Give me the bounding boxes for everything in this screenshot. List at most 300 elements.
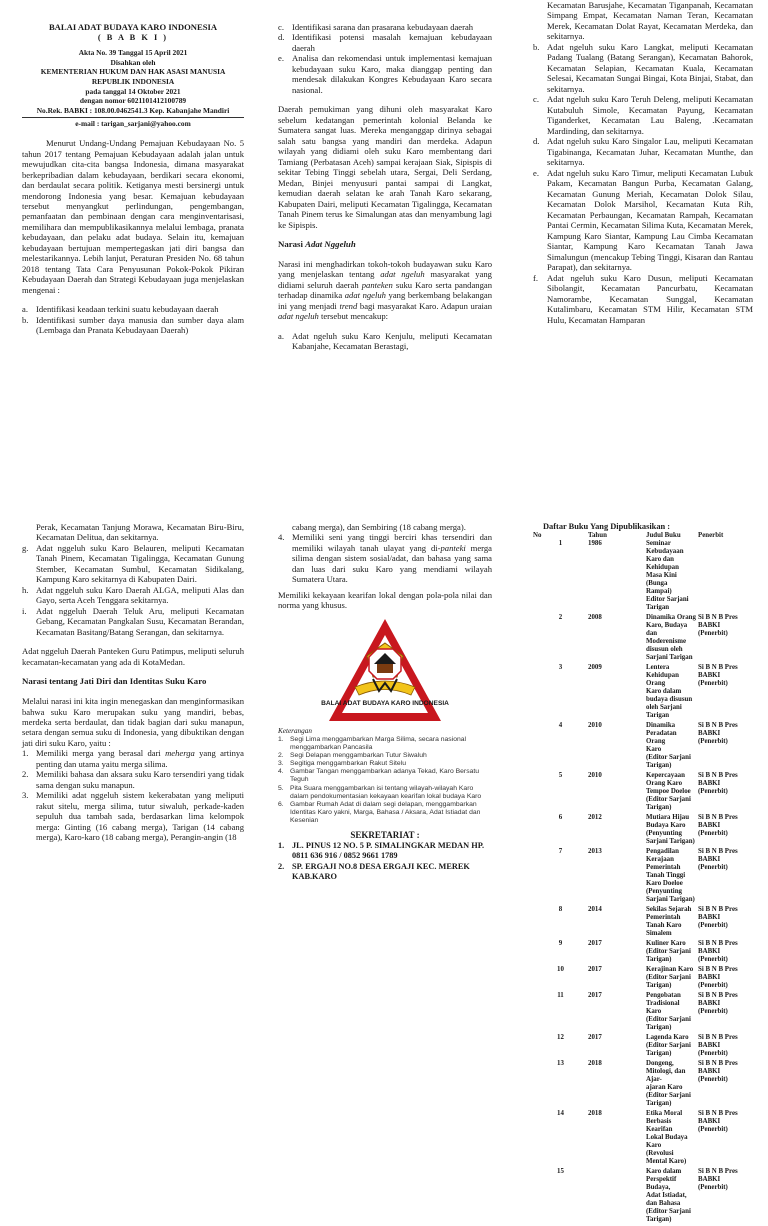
book-title (643, 1060, 698, 1110)
narasi-text: bagi masyarakat Karo. Adapun uraian (357, 300, 493, 311)
book-year: 2017 (588, 966, 602, 974)
book-publisher-line: BABKI (698, 672, 721, 680)
list-marker: 3. (22, 790, 29, 801)
list-text: Gambar Tangan menggambarkan adanya Tekad, Karo Bersatu Teguh (290, 768, 480, 784)
list-marker: 2. (22, 769, 29, 780)
book-publisher-line: Si B N B Pres (698, 940, 738, 948)
book-publisher-line: BABKI (698, 974, 721, 982)
book-title-line: Adat Istiadat, dan Bahasa (646, 1192, 687, 1208)
book-title-line: (Editor Sarjani Tarigan) (646, 1016, 691, 1032)
book-number: 15 (557, 1168, 564, 1176)
narasi-text: Narasi ini menghadirkan tokoh-tokoh budayawan suku Karo yang menjelaskan tentang (278, 258, 492, 280)
list-text: Segitiga menggambarkan Rakut Sitelu (290, 760, 406, 768)
list-item (22, 315, 244, 336)
table-row (533, 814, 753, 848)
list-item (278, 768, 492, 784)
book-publisher-line: BABKI (698, 622, 721, 630)
list-text: Segi Lima menggambarkan Marga Silima, secara nasional menggambarkan Pancasila (290, 735, 467, 751)
table-header-row (533, 532, 753, 540)
book-year: 2013 (588, 848, 602, 856)
book-year: 2018 (588, 1110, 602, 1118)
book-title-line: Mutiara Hijau Budaya Karo (646, 814, 690, 830)
list-item (533, 94, 753, 136)
babki-logo-emblem (321, 617, 449, 725)
adat-ngeluh-list (278, 331, 492, 352)
book-title (643, 664, 698, 722)
list-item (278, 801, 492, 825)
book-title-line: Dongeng, Mitologi, dan Ajar- (646, 1060, 686, 1084)
book-title (643, 992, 698, 1034)
list-text: Adat ngeluh suku Karo Langkat, meliputi Kecamatan Padang Tualang (Batang Serangan), Kecamatan Bahorok, Kecamatan Selapian, Kecamatan Kuala, Kecamatan Selesai, Kecamatan Sungai Bingai, Kota Binjai, Stabat, dan sekitarnya. (547, 41, 753, 94)
book-title-line: ajaran Karo (646, 1084, 683, 1092)
book-number: 13 (557, 1060, 564, 1068)
heading-prefix: Narasi (278, 239, 306, 250)
book-publisher-line: (Penerbit) (698, 1184, 728, 1192)
book-title-line: Tanah Tinggi Karo Doeloe (646, 872, 686, 888)
column-3 (533, 0, 753, 480)
table-row (533, 940, 753, 966)
list-marker: i. (22, 605, 27, 616)
country-line: REPUBLIK INDONESIA (91, 76, 175, 86)
book-year: 2017 (588, 1034, 602, 1042)
book-title-line: Rampai) (646, 588, 672, 596)
book-title (643, 614, 698, 664)
book-title (643, 1034, 698, 1060)
list-text: Memiliki bahasa dan aksara suku Karo tersendiri yang tidak sama dengan suku manapun. (36, 769, 244, 790)
book-title-line: Dinamika Orang Karo, Budaya (646, 614, 696, 630)
list-text: merga silima dengan sistem sosial/adat, dan bahasa yang sama dan luas dari suku Karo yang mendiami wilayah Sumatera Utara. (292, 542, 492, 585)
identifikasi-list-continued (278, 22, 492, 95)
org-abbr: ( B A B K I ) (97, 33, 169, 43)
jati-diri-list-continued (278, 532, 492, 584)
book-year: 2010 (588, 772, 602, 780)
book-year: 2009 (588, 664, 602, 672)
book-publisher-line: (Penerbit) (698, 738, 728, 746)
kearifan-paragraph: Memiliki kekayaan kearifan lokal dengan pola-pola nilai dan norma yang khusus. (278, 589, 492, 611)
book-publisher (698, 966, 753, 992)
book-publisher-line: Si B N B Pres (698, 1034, 738, 1042)
list-item (278, 736, 492, 752)
book-title-line: Lagenda Karo (646, 1034, 689, 1042)
list-item (278, 752, 492, 760)
table-row (533, 772, 753, 814)
book-number: 9 (558, 940, 563, 948)
book-publisher-line: Si B N B Pres (698, 966, 738, 974)
table-row (533, 906, 753, 940)
table-row (533, 664, 753, 722)
book-title-line: (Editor Sarjani Tarigan) (646, 1208, 691, 1224)
table-row (533, 992, 753, 1034)
narasi-paragraph (278, 259, 492, 322)
book-table (533, 532, 753, 1226)
table-row (533, 848, 753, 906)
list-marker: 2. (278, 751, 284, 759)
book-number: 8 (558, 906, 563, 914)
book-publisher-line: BABKI (698, 914, 721, 922)
book-title (643, 772, 698, 814)
book-publisher-line: BABKI (698, 730, 721, 738)
section-heading-jati-diri: Narasi tentang Jati Diri dan Identitas Suku Karo (22, 676, 207, 687)
narasi-emphasis: adat ngeluh (344, 290, 386, 301)
table-row (533, 966, 753, 992)
book-year: 2010 (588, 722, 602, 730)
book-publisher-line: (Penerbit) (698, 630, 728, 638)
column-header-no: No (533, 532, 542, 540)
book-publisher-line: (Penerbit) (698, 1050, 728, 1058)
book-number: 1 (558, 540, 563, 548)
book-publisher-line: (Penerbit) (698, 1076, 728, 1084)
column-header-judul: Judul Buku (646, 532, 681, 540)
book-publisher-line: Si B N B Pres (698, 848, 738, 856)
identifikasi-list (22, 304, 244, 335)
sekretariat-title: SEKRETARIAT : (350, 830, 420, 841)
book-number: 2 (558, 614, 563, 622)
list-marker: e. (533, 167, 539, 178)
book-number: 4 (558, 722, 563, 730)
book-title-line: Tanah Karo Simalem (646, 922, 682, 938)
narasi-text: suku Karo serta pandangan terhadap dinamika (278, 279, 492, 301)
book-title-line: Pengadilan Kerajaan Pemerintah (646, 848, 681, 872)
book-publisher-line: Si B N B Pres (698, 664, 738, 672)
book-publisher-line: BABKI (698, 856, 721, 864)
book-number: 12 (557, 1034, 564, 1042)
adat-ngeluh-list-continued (533, 42, 753, 325)
list-marker: 2. (278, 861, 285, 871)
book-title-line: Lokal Budaya Karo (646, 1134, 688, 1150)
org-header (22, 22, 244, 129)
table-row (533, 1060, 753, 1110)
list-emphasis: panteki (440, 542, 466, 553)
book-title-line: dan Moderenisme disusun oleh (646, 630, 687, 654)
book-year: 2008 (588, 614, 602, 622)
list-emphasis: meherga (165, 748, 195, 759)
book-title (643, 1168, 698, 1226)
book-year: 2018 (588, 1060, 602, 1068)
continued-text: cabang merga), dan Sembiring (18 cabang merga). (292, 522, 466, 532)
table-row (533, 540, 753, 614)
book-year: 2014 (588, 906, 602, 914)
book-publisher-line: Si B N B Pres (698, 906, 738, 914)
list-text: Adat nggeluh suku Karo Daerah ALGA, meliputi Alas dan Gayo, serta Aceh Tenggara sekitarnya. (36, 584, 244, 606)
list-item (533, 42, 753, 94)
book-publisher-line: (Penerbit) (698, 1008, 728, 1016)
akta-line: Akta No. 39 Tanggal 15 April 2021 (78, 48, 188, 58)
book-title-line: Karo dalam Perspektif Budaya, (646, 1168, 682, 1192)
book-list-title: Daftar Buku Yang Dipublikasikan : (543, 522, 671, 531)
list-item (22, 790, 244, 842)
sekretariat-list (278, 841, 492, 881)
list-marker: f. (533, 272, 539, 283)
list-marker: b. (22, 314, 29, 325)
list-marker: c. (533, 94, 539, 105)
list-item (22, 769, 244, 790)
book-publisher-line: Si B N B Pres (698, 1110, 738, 1118)
list-marker: d. (533, 136, 540, 147)
list-marker: d. (278, 32, 285, 43)
list-marker: 1. (278, 841, 285, 851)
book-publisher-line: Si B N B Pres (698, 614, 738, 622)
column-header-tahun: Tahun (588, 532, 607, 540)
book-title-line: Sarjani Tarigan (646, 654, 693, 662)
list-marker: b. (533, 41, 540, 52)
narasi-emphasis: adat ngeluh (278, 311, 319, 322)
book-title-line: (Editor Sarjani Tarigan) (646, 1042, 691, 1058)
panteken-paragraph: Adat nggeluh Daerah Panteken Guru Patimpus, meliputi seluruh kecamatan-kecamatan yang ada di KotaMedan. (22, 646, 244, 667)
list-item (533, 273, 753, 325)
list-item (278, 841, 492, 861)
book-publisher (698, 664, 753, 722)
list-text: Memiliki adat nggeluh sistem kekerabatan yang meliputi rakut sitelu, merga silima, tutur siwaluh, perkade-kaden sepuluh dua tambah sada, berdasarkan lima kelompok merga: Ginting (16 cabang merga), Tarigan (14 cabang merga), Karo-karo (18 cabang merga), Perangin-angin (18 (36, 790, 244, 843)
book-title-line: Etika Moral Berbasis Kearifan (646, 1110, 683, 1134)
book-title-line: (Editor Sarjani Tarigan) (646, 948, 691, 964)
book-year: 2017 (588, 940, 602, 948)
book-title-line: (Editor Sarjani Tarigan) (646, 974, 691, 990)
org-name: BALAI ADAT BUDAYA KARO INDONESIA (48, 22, 218, 32)
book-publisher (698, 848, 753, 906)
list-item (22, 748, 244, 769)
list-item (22, 543, 244, 585)
list-item (278, 862, 492, 882)
book-title (643, 722, 698, 772)
table-row (533, 1110, 753, 1168)
table-row (533, 722, 753, 772)
table-row (533, 1168, 753, 1226)
list-text: Memiliki merga yang berasal dari (36, 748, 166, 759)
book-title (643, 906, 698, 940)
heading-emphasis: Adat Nggeluh (305, 239, 356, 250)
list-text: Identifikasi sumber daya manusia dan sumber daya alam (Lembaga dan Pranata Kebudayaan Daerah) (36, 314, 244, 336)
book-title (643, 1110, 698, 1168)
book-title-line: (Revolusi Mental Karo) (646, 1150, 687, 1166)
book-title-line: Seminar Kebudayaan Karo dan (646, 540, 684, 564)
list-text: Adat nggeluh Daerah Teluk Aru, meliputi Kecamatan Gebang, Kecamatan Pangkalan Susu, Kecamatan Berandan, Kecamatan Basitang/Batang Serangan, dan sekitarnya. (36, 605, 244, 637)
book-publisher-line: BABKI (698, 1068, 721, 1076)
norek-line: No.Rek. BABKI : 108.00.0462541.3 Kep. Kabanjahe Mandiri (36, 105, 230, 115)
book-publisher (698, 940, 753, 966)
book-publisher-line: Si B N B Pres (698, 772, 738, 780)
continued-text: Kecamatan Barusjahe, Kecamatan Tiganpanah, Kecamatan Simpang Empat, Kecamatan Naman Teran, Kecamatan Merek, Kecamatan Dolat Rayat, Kecamatan Merdeka, dan sekitarnya. (547, 0, 753, 42)
book-title-line: Karo dalam budaya disusun (646, 688, 693, 704)
book-number: 6 (558, 814, 563, 822)
book-publisher-line: (Penerbit) (698, 1126, 728, 1134)
book-title-line: Tempoe Doeloe (646, 788, 691, 796)
book-title-line: Kuliner Karo (646, 940, 686, 948)
jati-diri-list (22, 748, 244, 842)
list-text: Adat ngeluh suku Karo Teruh Deleng, meliputi Kecamatan Kutabuluh Simole, Kecamatan Payung, Kecamatan Tiganderket, Kecamatan Lau Baleng, .Kecamatan Mardinding, dan sekitarnya. (547, 94, 753, 136)
list-marker: e. (278, 53, 284, 64)
book-publisher-line: BABKI (698, 1042, 721, 1050)
book-year (588, 1168, 643, 1226)
list-marker: 4. (278, 768, 284, 776)
book-publisher (698, 722, 753, 772)
narasi-emphasis: trend (339, 300, 358, 311)
list-text: Identifikasi potensi masalah kemajuan kebudayaan daerah (292, 32, 492, 53)
book-title-line: (Editor Sarjani Tarigan) (646, 796, 691, 812)
book-title-line: Dinamika Peradatan Orang (646, 722, 677, 746)
book-number: 3 (558, 664, 563, 672)
book-number: 7 (558, 848, 563, 856)
book-publisher (698, 906, 753, 940)
list-item (278, 760, 492, 768)
book-title-line: Kehidupan Masa Kini (Bunga (646, 564, 679, 588)
list-text: Adat ngeluh suku Karo Timur, meliputi Kecamatan Lubuk Pakam, Kecamatan Bangun Purba, Kecamatan Galang, Kecamatan Gunung Meriah, Kecamatan Dolok Silau, Kecamatan Dolok Marsihol, Kecamatan Kuta Rih, Kecamatan Perbaungan, Kecamatan Rampah, Kecamatan Pantai Cermin, Kecamatan Silima Kuta, Kecamatan Merek, Kampung Karo Siantar, Kampung Lau Cimba Kecamatan Siantar, Kampung Karo Kecamatan Tanah Jawa Simalungun (mencakup Tebing Tinggi, Kisaran dan Rantau Parapat), dan sekitarnya. (547, 167, 753, 273)
book-publisher-line: (Penerbit) (698, 680, 728, 688)
column-1 (22, 22, 244, 502)
book-year: 1986 (588, 540, 602, 548)
book-publisher-line: Si B N B Pres (698, 722, 738, 730)
book-title-line: Kepercayaan Orang Karo (646, 772, 685, 788)
book-title-line: Editor Sarjani Tarigan (646, 596, 689, 612)
narasi-text: yang berkembang belakangan ini yang menjadi (278, 290, 492, 311)
book-number: 10 (557, 966, 564, 974)
narasi-emphasis: adat ngeluh (380, 269, 425, 280)
list-marker: c. (278, 22, 284, 32)
list-marker: a. (278, 330, 284, 341)
disahkan-line: Disahkan oleh (110, 57, 156, 67)
list-text: yang artinya penting dan utama yaitu merga silima. (36, 748, 244, 769)
list-marker: a. (22, 304, 28, 315)
list-text: Analisa dan rekomendasi untuk implementasi kemajuan kebudayaan suku Karo, maka dianggap penting dan mendesak dilakukan Kongres Kebudayaan Karo secara nasional. (292, 53, 492, 95)
list-text: JL. PINUS 12 NO. 5 P. SIMALINGKAR MEDAN HP. 0811 636 916 / 0852 9661 1789 (292, 841, 485, 861)
book-publisher (698, 1110, 753, 1168)
column-6 (533, 522, 753, 1224)
list-item (533, 136, 753, 167)
book-title (643, 966, 698, 992)
book-title-line: (Editor Sarjani Tarigan) (646, 754, 691, 770)
column-5 (278, 522, 492, 1012)
babki-logo (278, 617, 492, 725)
book-publisher (698, 1060, 753, 1110)
list-text: Adat ngeluh suku Karo Kenjulu, meliputi Kecamatan Kabanjahe, Kecamatan Berastagi, (292, 330, 492, 352)
book-publisher-line: (Penerbit) (698, 864, 728, 872)
list-item (278, 532, 492, 584)
book-publisher-line: (Penerbit) (698, 788, 728, 796)
book-publisher (698, 614, 753, 664)
list-text: Adat ngeluh suku Karo Singalor Lau, meliputi Kecamatan Tigabinanga, Kecamatan Juhar, Kecamatan Munthe, dan sekitarnya. (547, 136, 753, 168)
book-publisher-line: BABKI (698, 948, 721, 956)
column-4 (22, 522, 244, 1012)
list-item (533, 168, 753, 273)
book-title-line: (Penyunting Sarjani Tarigan) (646, 888, 695, 904)
logo-text: BALAI ADAT BUDAYA KARO INDONESIA (321, 699, 449, 707)
email-line: e-mail : tarigan_sarjani@yahoo.com (22, 117, 244, 129)
book-title (643, 540, 698, 614)
book-title-line: (Penyunting Sarjani Tarigan) (646, 830, 695, 846)
book-publisher-line: BABKI (698, 1000, 721, 1008)
keterangan-list (278, 736, 492, 826)
book-publisher-line: (Penerbit) (698, 830, 728, 838)
book-title-line: Pengobatan Tradisional Karo (646, 992, 681, 1016)
section-heading-adat-nggeluh (278, 239, 492, 250)
book-publisher-line: BABKI (698, 1118, 721, 1126)
adat-nggeluh-list (22, 543, 244, 637)
pemukiman-paragraph: Daerah pemukiman yang dihuni oleh masyarakat Karo sebelum kedatangan pemerintah kolonial Belanda ke Sumatera sangat luas. Mereka menganggap dirinya sebagai salah satu bangsa yang mandiri dan merdeka. Adapun wilayah yang didiami oleh suku Karo membentang dari Tamiang (Perbatasan Aceh) sampai kerajaan Siak, Sipispis di sekitar Tebing Tinggi sebelah utara, Sergai, Deli Serdang, Medan, Binjei menyusuri pantai sampai di Langkat, kemudian daerah selatan ke arah Tanah Karo sekarang, Kabupaten Dairi, meliputi Kecamatan Tigalingga, Kecamatan Tanah Pinem terus ke Simalungan atas dan menyambung lagi ke Sipispis. (278, 104, 492, 230)
book-publisher-line: Si B N B Pres (698, 1060, 738, 1068)
list-text: Segi Delapan menggambarkan Tutur Siwaluh (290, 751, 427, 759)
continued-text: Perak, Kecamatan Tanjung Morawa, Kecamatan Biru-Biru, Kecamatan Delitua, dan sekitarnya. (36, 522, 244, 543)
book-publisher-line: BABKI (698, 822, 721, 830)
list-marker: 3. (278, 760, 284, 768)
list-item (278, 22, 492, 32)
list-item (22, 606, 244, 637)
ministry-line: KEMENTERIAN HUKUM DAN HAK ASASI MANUSIA (40, 67, 226, 77)
book-title-line: (Editor Sarjani Tarigan) (646, 1092, 691, 1108)
book-publisher (698, 992, 753, 1034)
list-item (278, 32, 492, 53)
list-marker: 6. (278, 800, 284, 808)
book-number: 11 (557, 992, 564, 1000)
book-title-line: Lentera Kehidupan Orang (646, 664, 679, 688)
list-marker: 1. (22, 748, 29, 759)
list-item (22, 585, 244, 606)
table-row (533, 614, 753, 664)
book-publisher-line: Si B N B Pres (698, 1168, 738, 1176)
list-text: Adat nggeluh suku Karo Belauren, meliputi Kecamatan Tanah Pinem, Kecamatan Tigalingga, Kecamatan Gunung Stember, Kecamatan Sumbul, Kecamatan Sidikalang, Kampung Karo sekitarnya di Kabupaten Dairi. (36, 542, 244, 585)
list-item (278, 53, 492, 95)
book-year: 2017 (588, 992, 602, 1000)
book-table-body (533, 540, 753, 1226)
list-marker: h. (22, 584, 29, 595)
book-publisher-line: Si B N B Pres (698, 992, 738, 1000)
keterangan-title: Keterangan (278, 726, 312, 735)
narasi-text: tersebut mencakup: (318, 311, 389, 322)
number-line: dengan nomor 6021101412100789 (79, 96, 187, 106)
list-text: Identifikasi sarana dan prasarana kebudayaan daerah (292, 22, 474, 32)
logo-house-body (377, 664, 393, 673)
date-line: pada tanggal 14 Oktober 2021 (85, 86, 181, 96)
list-item (278, 785, 492, 801)
list-marker: 1. (278, 735, 284, 743)
list-text: Adat ngeluh suku Karo Dusun, meliputi Kecamatan Sibolangit, Kecamatan Pancurbatu, Kecamatan Namorambe, Kecamatan Sunggal, Kecamatan Kutalimbaru, Kecamatan STM Hilir, Kecamatan STM Hulu, Kecamatan Hamparan (547, 272, 753, 325)
book-title-line: Kerajinan Karo (646, 966, 694, 974)
list-marker: 4. (278, 532, 285, 543)
book-publisher-line: Si B N B Pres (698, 814, 738, 822)
book-title-line: Karo (646, 746, 662, 754)
column-2 (278, 22, 492, 502)
book-title (643, 940, 698, 966)
narasi-text: masyarakat yang didiami seluruh daerah (278, 269, 492, 290)
book-publisher (698, 814, 753, 848)
narasi-emphasis: panteken (361, 279, 393, 290)
book-year: 2012 (588, 814, 602, 822)
book-publisher-line: BABKI (698, 1176, 721, 1184)
book-publisher-line: (Penerbit) (698, 982, 728, 990)
list-text: SP. ERGAJI NO.8 DESA ERGAJI KEC. MEREK KAB.KARO (292, 861, 470, 881)
list-marker: g. (22, 542, 29, 553)
book-publisher (698, 1168, 753, 1226)
book-publisher (698, 1034, 753, 1060)
jati-diri-paragraph: Melalui narasi ini kita ingin menegaskan dan menginformasikan bahwa suku Karo merupakan suku yang mandiri, bebas, merdeka serta berdaulat, dan tidak bagian dari suku manapun, setara dengan semua suku di Indonesia, yang dibuktikan dengan jati diri suku Karo, yaitu : (22, 696, 244, 748)
book-publisher-line: (Penerbit) (698, 956, 728, 964)
list-text: Pita Suara menggambarkan isi tentang wilayah-wilayah Karo dalam pendokumentasian kekayaan kearifan lokal budaya Karo (290, 784, 482, 800)
book-publisher (698, 772, 753, 814)
book-number: 14 (557, 1110, 564, 1118)
list-item (22, 304, 244, 314)
list-text: Gambar Rumah Adat di dalam segi delapan, menggambarkan Identitas Karo yakni, Marga, Bahasa / Aksara, Adat Istiadat dan Kesenian (290, 800, 481, 825)
book-publisher (698, 540, 753, 614)
list-item (278, 331, 492, 352)
table-row (533, 1034, 753, 1060)
book-title (643, 848, 698, 906)
book-publisher-line: (Penerbit) (698, 922, 728, 930)
list-marker: 5. (278, 784, 284, 792)
book-title-line: Sekilas Sejarah Pemerintah (646, 906, 692, 922)
intro-paragraph: Menurut Undang-Undang Pemajuan Kebudayaan No. 5 tahun 2017 tentang Pemajuan Kebudayaan adalah jalan untuk mewujudkan cita-cita bangsa Indonesia, dimana masyarakat berkepribadian dalam kebudayaan, berdikari secara ekonomi, dan berdaulat secara politik. Ketiganya mesti bersinergi untuk mendorong Indonesia yang besar. Kemajuan kebudayaan tersebut menyangkut perlindungan, pengembangan, pemanfaatan dan pembinaan dengan cara menginventarisasi, memilihara dan mempublikasikannya melalui lembaga, pranata kebudayaan, dan pelaku adat budaya. Selain itu, kemajuan kebudayaan bertujuan mempertegaskan jati diri bangsa dan melestarikannya. Lebih lanjut, Peraturan Presiden No. 68 tahun 2018 tentang Tata Cara Penyusunan Pokok-Pokok Pikiran Kebudayaan Daerah dan Strategi Kebudayaan juga menjelaskan mengenai : (22, 138, 244, 295)
book-number: 5 (558, 772, 563, 780)
book-title (643, 814, 698, 848)
list-text: Identifikasi keadaan terkini suatu kebudayaan daerah (36, 304, 219, 315)
column-header-penerbit: Penerbit (698, 532, 724, 540)
